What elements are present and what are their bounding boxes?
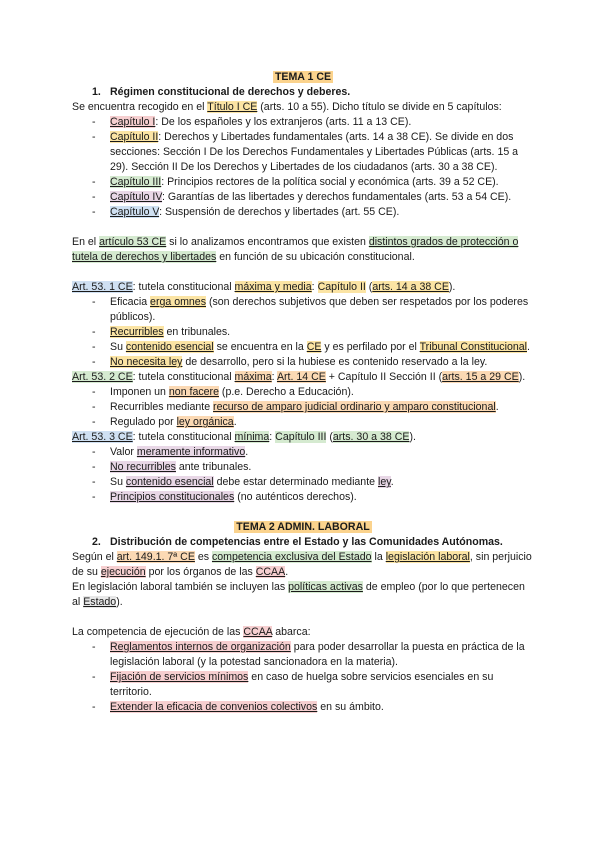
spacer — [72, 610, 534, 625]
spacer — [72, 265, 534, 280]
list-item: - No recurribles ante tribunales. — [72, 460, 534, 475]
spacer — [72, 220, 534, 235]
list-item: - Extender la eficacia de convenios colectivos en su ámbito. — [72, 700, 534, 715]
spacer — [72, 505, 534, 520]
list-item: - Reglamentos internos de organización para poder desarrollar la puesta en práctica de la legislación laboral (y la potestad sancionadora en la materia). — [72, 640, 534, 670]
art531-list — [72, 295, 534, 370]
chapter-list — [72, 115, 534, 220]
tema2-paragraph-2: En legislación laboral también se incluyen las políticas activas de empleo (por lo que pertenecen al Estado). — [72, 581, 525, 608]
chapter-item: - Capítulo IV: Garantías de las libertades y derechos fundamentales (arts. 53 a 54 CE). — [72, 190, 534, 205]
art53-paragraph: En el artículo 53 CE si lo analizamos encontramos que existen distintos grados de protección o tutela de derechos y libertades en función de su ubicación constitucional. — [72, 236, 519, 263]
list-item: - Principios constitucionales (no auténticos derechos). — [72, 490, 534, 505]
art532-line: Art. 53. 2 CE: tutela constitucional máxima: Art. 14 CE + Capítulo II Sección II (arts. 15 a 29 CE). — [72, 371, 526, 383]
tema2-paragraph-3: La competencia de ejecución de las CCAA abarca: — [72, 626, 311, 638]
chapter-item: - Capítulo I: De los españoles y los extranjeros (arts. 11 a 13 CE). — [72, 115, 534, 130]
list-item: - Valor meramente informativo. — [72, 445, 534, 460]
list-item: - Imponen un non facere (p.e. Derecho a Educación). — [72, 385, 534, 400]
list-item: - Regulado por ley orgánica. — [72, 415, 534, 430]
document-content — [72, 70, 534, 715]
ccaa-list — [72, 640, 534, 715]
tema2-paragraph-1: Según el art. 149.1. 7ª CE es competencia exclusiva del Estado la legislación laboral, sin perjuicio de su ejecución por los órganos de las CCAA. — [72, 551, 532, 578]
tema1-intro: Se encuentra recogido en el Título I CE (arts. 10 a 55). Dicho título se divide en 5 capítulos: — [72, 101, 502, 113]
art532-list — [72, 385, 534, 430]
list-item: - Su contenido esencial debe estar determinado mediante ley. — [72, 475, 534, 490]
chapter-item: - Capítulo II: Derechos y Libertades fundamentales (arts. 14 a 38 CE). Se divide en dos secciones: Sección I De los Derechos Fundamentales y Libertades Públicas (arts. 15 a 29). Sección II De los Derechos y Libertades de los ciudadanos (arts. 30 a 38 CE). — [72, 130, 534, 175]
list-item: - No necesita ley de desarrollo, pero si la hubiese es contenido reservado a la ley. — [72, 355, 534, 370]
list-item: - Recurribles en tribunales. — [72, 325, 534, 340]
tema2-title: TEMA 2 ADMIN. LABORAL — [236, 521, 370, 533]
list-item: - Fijación de servicios mínimos en caso de huelga sobre servicios esenciales en su territorio. — [72, 670, 534, 700]
list-item: - Eficacia erga omnes (son derechos subjetivos que deben ser respetados por los poderes públicos). — [72, 295, 534, 325]
art533-line: Art. 53. 3 CE: tutela constitucional mínima: Capítulo III (arts. 30 a 38 CE). — [72, 431, 416, 443]
tema1-title: TEMA 1 CE — [274, 71, 332, 83]
tema2-heading: 2. Distribución de competencias entre el Estado y las Comunidades Autónomas. — [92, 536, 503, 548]
list-item: - Su contenido esencial se encuentra en la CE y es perfilado por el Tribunal Constitucional. — [72, 340, 534, 355]
art533-list — [72, 445, 534, 505]
list-item: - Recurribles mediante recurso de amparo judicial ordinario y amparo constitucional. — [72, 400, 534, 415]
tema1-heading: 1. Régimen constitucional de derechos y deberes. — [92, 86, 351, 98]
art531-line: Art. 53. 1 CE: tutela constitucional máxima y media: Capítulo II (arts. 14 a 38 CE). — [72, 281, 456, 293]
chapter-item: - Capítulo III: Principios rectores de la política social y económica (arts. 39 a 52 CE). — [72, 175, 534, 190]
chapter-item: - Capítulo V: Suspensión de derechos y libertades (art. 55 CE). — [72, 205, 534, 220]
